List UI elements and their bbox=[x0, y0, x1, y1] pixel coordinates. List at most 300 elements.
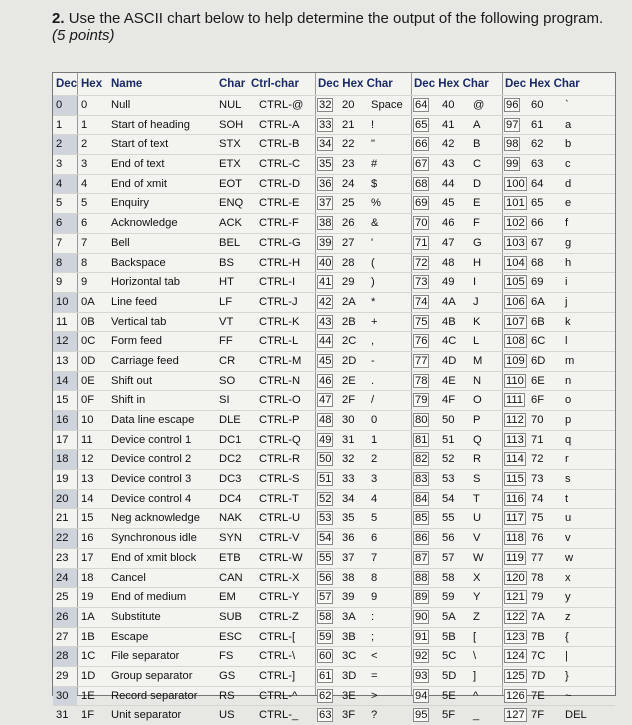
table-row bbox=[53, 587, 615, 607]
hex3-cell: 44 bbox=[442, 177, 455, 190]
char-cell: BEL bbox=[219, 236, 241, 249]
dec4-cell: 104 bbox=[506, 256, 525, 269]
hex3-cell: 4E bbox=[442, 374, 456, 387]
dec2-cell: 56 bbox=[319, 571, 332, 584]
ctrl-cell: CTRL-R bbox=[259, 453, 301, 466]
dec-cell: 2 bbox=[56, 138, 63, 151]
hex-cell: 12 bbox=[81, 453, 94, 466]
hex-cell: 16 bbox=[81, 532, 94, 545]
char3-cell: N bbox=[473, 374, 482, 387]
hex2-cell: 37 bbox=[342, 551, 355, 564]
hex4-cell: 69 bbox=[531, 276, 544, 289]
char2-cell: & bbox=[371, 217, 379, 230]
table-row bbox=[53, 430, 615, 450]
dec-cell: 3 bbox=[56, 158, 63, 171]
ctrl-cell: CTRL-I bbox=[259, 276, 296, 289]
hex-cell: 1B bbox=[81, 630, 95, 643]
dec-cell: 1 bbox=[56, 118, 63, 131]
table-row bbox=[53, 253, 615, 273]
hex-cell: 0A bbox=[81, 295, 95, 308]
char2-cell: - bbox=[371, 354, 375, 367]
dec4-cell: 116 bbox=[506, 492, 524, 505]
char-cell: EOT bbox=[219, 177, 242, 190]
dec2-cell: 60 bbox=[319, 650, 332, 663]
char-cell: DC4 bbox=[219, 492, 242, 505]
char-cell: STX bbox=[219, 138, 241, 151]
dec4-cell: 115 bbox=[506, 473, 524, 486]
hex3-cell: 41 bbox=[442, 118, 455, 131]
name-cell: Bell bbox=[111, 236, 130, 249]
name-cell: Null bbox=[111, 99, 131, 111]
hex3-cell: 42 bbox=[442, 138, 455, 151]
dec2-cell: 51 bbox=[319, 473, 332, 486]
dec4-cell: 96 bbox=[506, 99, 519, 111]
char-cell: ESC bbox=[219, 630, 243, 643]
char3-cell: @ bbox=[473, 99, 485, 111]
hex4-cell: 62 bbox=[531, 138, 544, 151]
table-row bbox=[53, 312, 615, 332]
ctrl-cell: CTRL-X bbox=[259, 571, 300, 584]
char2-cell: 6 bbox=[371, 532, 378, 545]
table-row bbox=[53, 508, 615, 528]
dec-cell: 23 bbox=[56, 551, 69, 564]
char3-cell: M bbox=[473, 354, 483, 367]
char4-cell: b bbox=[565, 138, 572, 151]
hex4-cell: 71 bbox=[531, 433, 544, 446]
ctrl-cell: CTRL-A bbox=[259, 118, 300, 131]
hex-cell: 18 bbox=[81, 571, 94, 584]
char2-cell: 5 bbox=[371, 512, 378, 525]
hex-cell: 6 bbox=[81, 217, 88, 230]
dec-cell: 4 bbox=[56, 177, 63, 190]
hex4-cell: 66 bbox=[531, 217, 544, 230]
hex-cell: 5 bbox=[81, 197, 88, 210]
dec2-cell: 34 bbox=[319, 138, 332, 151]
name-cell: Carriage feed bbox=[111, 354, 179, 367]
char4-cell: DEL bbox=[565, 709, 587, 722]
ctrl-cell: CTRL-@ bbox=[259, 99, 304, 111]
char4-cell: q bbox=[565, 433, 572, 446]
ctrl-cell: CTRL-E bbox=[259, 197, 300, 210]
char-cell: SOH bbox=[219, 118, 244, 131]
hex-cell: 15 bbox=[81, 512, 94, 525]
hex2-cell: 20 bbox=[342, 99, 355, 111]
char2-cell: ; bbox=[371, 630, 375, 643]
dec4-cell: 126 bbox=[506, 689, 525, 702]
hex-cell: 0D bbox=[81, 354, 96, 367]
dec-cell: 28 bbox=[56, 650, 69, 663]
hex-cell: 1F bbox=[81, 709, 95, 722]
table-row bbox=[53, 154, 615, 174]
name-cell: File separator bbox=[111, 650, 180, 663]
ctrl-cell: CTRL-U bbox=[259, 512, 301, 525]
dec-cell: 30 bbox=[56, 689, 69, 702]
hex2-cell: 2E bbox=[342, 374, 356, 387]
ctrl-cell: CTRL-J bbox=[259, 295, 298, 308]
char4-cell: l bbox=[565, 335, 568, 348]
char2-cell: ( bbox=[371, 256, 375, 269]
char3-cell: S bbox=[473, 473, 481, 486]
char-cell: CR bbox=[219, 354, 236, 367]
dec3-cell: 81 bbox=[415, 433, 428, 446]
table-row bbox=[53, 410, 615, 430]
char2-cell: : bbox=[371, 610, 375, 623]
char4-cell: y bbox=[565, 591, 571, 604]
hex2-cell: 28 bbox=[342, 256, 355, 269]
dec4-cell: 120 bbox=[506, 571, 525, 584]
dec4-cell: 100 bbox=[506, 177, 525, 190]
char3-cell: F bbox=[473, 217, 480, 230]
char3-cell: G bbox=[473, 236, 482, 249]
name-cell: Shift out bbox=[111, 374, 153, 387]
char2-cell: 9 bbox=[371, 591, 378, 604]
name-cell: End of xmit block bbox=[111, 551, 197, 564]
char4-cell: f bbox=[565, 217, 569, 230]
hex2-cell: 3F bbox=[342, 709, 356, 722]
dec3-cell: 72 bbox=[415, 256, 428, 269]
dec3-cell: 86 bbox=[415, 532, 428, 545]
hex2-cell: 2C bbox=[342, 335, 357, 348]
header-group-3: Dec Hex Char bbox=[414, 78, 489, 90]
char2-cell: # bbox=[371, 158, 378, 171]
hex4-cell: 63 bbox=[531, 158, 544, 171]
dec2-cell: 33 bbox=[319, 118, 332, 131]
dec3-cell: 93 bbox=[415, 669, 428, 682]
dec3-cell: 79 bbox=[415, 394, 428, 407]
ctrl-cell: CTRL-\ bbox=[259, 650, 296, 663]
char4-cell: z bbox=[565, 610, 571, 623]
table-row bbox=[53, 646, 615, 666]
char3-cell: Z bbox=[473, 610, 480, 623]
chart-rows bbox=[53, 95, 615, 725]
dec-cell: 26 bbox=[56, 610, 69, 623]
hex2-cell: 32 bbox=[342, 453, 355, 466]
char2-cell: ! bbox=[371, 118, 375, 131]
hex3-cell: 5D bbox=[442, 669, 457, 682]
char3-cell: C bbox=[473, 158, 482, 171]
dec4-cell: 97 bbox=[506, 118, 519, 131]
char4-cell: d bbox=[565, 177, 572, 190]
table-row bbox=[53, 469, 615, 489]
hex-cell: 14 bbox=[81, 492, 94, 505]
char-cell: NUL bbox=[219, 99, 242, 111]
ctrl-cell: CTRL-S bbox=[259, 473, 300, 486]
dec2-cell: 45 bbox=[319, 354, 332, 367]
dec4-cell: 118 bbox=[506, 532, 524, 545]
dec2-cell: 58 bbox=[319, 610, 332, 623]
hex3-cell: 48 bbox=[442, 256, 455, 269]
hex2-cell: 2A bbox=[342, 295, 356, 308]
table-row bbox=[53, 213, 615, 233]
dec-cell: 20 bbox=[56, 492, 69, 505]
hex3-cell: 51 bbox=[442, 433, 455, 446]
char2-cell: * bbox=[371, 295, 376, 308]
char-cell: RS bbox=[219, 689, 235, 702]
char3-cell: Y bbox=[473, 591, 481, 604]
dec-cell: 27 bbox=[56, 630, 69, 643]
char2-cell: = bbox=[371, 669, 378, 682]
char2-cell: ) bbox=[371, 276, 375, 289]
hex4-cell: 70 bbox=[531, 414, 544, 426]
chart-header bbox=[53, 73, 615, 95]
question-text bbox=[52, 10, 612, 44]
char4-cell: r bbox=[565, 453, 569, 466]
table-row bbox=[53, 627, 615, 647]
hex2-cell: 26 bbox=[342, 217, 355, 230]
char-cell: GS bbox=[219, 669, 236, 682]
dec3-cell: 89 bbox=[415, 591, 428, 604]
hex2-cell: 3D bbox=[342, 669, 357, 682]
hex3-cell: 5E bbox=[442, 689, 456, 702]
dec2-cell: 54 bbox=[319, 532, 332, 545]
char-cell: DC3 bbox=[219, 473, 242, 486]
char3-cell: X bbox=[473, 571, 481, 584]
hex3-cell: 54 bbox=[442, 492, 455, 505]
dec2-cell: 57 bbox=[319, 591, 332, 604]
ctrl-cell: CTRL-P bbox=[259, 414, 300, 426]
header-name: Name bbox=[111, 78, 143, 90]
dec3-cell: 75 bbox=[415, 315, 428, 328]
dec4-cell: 108 bbox=[506, 335, 525, 348]
table-row bbox=[53, 390, 615, 410]
char-cell: ETB bbox=[219, 551, 241, 564]
dec-cell: 13 bbox=[56, 354, 69, 367]
hex2-cell: 3A bbox=[342, 610, 356, 623]
hex-cell: 19 bbox=[81, 591, 94, 604]
table-row bbox=[53, 371, 615, 391]
char-cell: DLE bbox=[219, 414, 241, 426]
hex2-cell: 34 bbox=[342, 492, 355, 505]
dec3-cell: 92 bbox=[415, 650, 428, 663]
char2-cell: " bbox=[371, 138, 375, 151]
dec2-cell: 61 bbox=[319, 669, 332, 682]
dec4-cell: 105 bbox=[506, 276, 525, 289]
name-cell: Backspace bbox=[111, 256, 166, 269]
name-cell: Device control 4 bbox=[111, 492, 192, 505]
char2-cell: . bbox=[371, 374, 375, 387]
char2-cell: 3 bbox=[371, 473, 378, 486]
ctrl-cell: CTRL-[ bbox=[259, 630, 296, 643]
hex-cell: 9 bbox=[81, 276, 88, 289]
dec-cell: 24 bbox=[56, 571, 69, 584]
char3-cell: I bbox=[473, 276, 477, 289]
char3-cell: A bbox=[473, 118, 481, 131]
dec-cell: 21 bbox=[56, 512, 69, 525]
name-cell: Acknowledge bbox=[111, 217, 178, 230]
hex2-cell: 33 bbox=[342, 473, 355, 486]
table-row bbox=[53, 331, 615, 351]
table-row bbox=[53, 666, 615, 686]
dec3-cell: 67 bbox=[415, 158, 428, 171]
char4-cell: n bbox=[565, 374, 572, 387]
hex4-cell: 7A bbox=[531, 610, 545, 623]
ctrl-cell: CTRL-L bbox=[259, 335, 299, 348]
hex2-cell: 29 bbox=[342, 276, 355, 289]
hex-cell: 11 bbox=[81, 433, 93, 446]
table-row bbox=[53, 351, 615, 371]
hex-cell: 7 bbox=[81, 236, 88, 249]
dec3-cell: 68 bbox=[415, 177, 428, 190]
hex4-cell: 75 bbox=[531, 512, 544, 525]
char2-cell: Space bbox=[371, 99, 403, 111]
ctrl-cell: CTRL-F bbox=[259, 217, 299, 230]
name-cell: Enquiry bbox=[111, 197, 149, 210]
char3-cell: J bbox=[473, 295, 479, 308]
hex2-cell: 36 bbox=[342, 532, 355, 545]
char-cell: HT bbox=[219, 276, 234, 289]
dec4-cell: 124 bbox=[506, 650, 525, 663]
char4-cell: p bbox=[565, 414, 572, 426]
hex2-cell: 21 bbox=[342, 118, 355, 131]
hex4-cell: 76 bbox=[531, 532, 544, 545]
char4-cell: x bbox=[565, 571, 571, 584]
hex4-cell: 73 bbox=[531, 473, 544, 486]
hex3-cell: 4B bbox=[442, 315, 456, 328]
char3-cell: D bbox=[473, 177, 482, 190]
hex2-cell: 39 bbox=[342, 591, 355, 604]
hex3-cell: 40 bbox=[442, 99, 455, 111]
dec-cell: 9 bbox=[56, 276, 63, 289]
ctrl-cell: CTRL-O bbox=[259, 394, 301, 407]
dec3-cell: 70 bbox=[415, 217, 428, 230]
table-row bbox=[53, 449, 615, 469]
char4-cell: g bbox=[565, 236, 572, 249]
name-cell: Device control 3 bbox=[111, 473, 192, 486]
header-hex: Hex bbox=[81, 78, 103, 90]
hex2-cell: 3E bbox=[342, 689, 356, 702]
hex4-cell: 7C bbox=[531, 650, 546, 663]
dec2-cell: 43 bbox=[319, 315, 332, 328]
hex2-cell: 35 bbox=[342, 512, 355, 525]
hex2-cell: 2B bbox=[342, 315, 356, 328]
hex-cell: 17 bbox=[81, 551, 94, 564]
hex3-cell: 47 bbox=[442, 236, 455, 249]
dec3-cell: 73 bbox=[415, 276, 428, 289]
hex2-cell: 22 bbox=[342, 138, 355, 151]
name-cell: Data line escape bbox=[111, 414, 195, 426]
hex2-cell: 25 bbox=[342, 197, 355, 210]
ctrl-cell: CTRL-B bbox=[259, 138, 300, 151]
hex3-cell: 5C bbox=[442, 650, 457, 663]
char3-cell: ^ bbox=[473, 689, 479, 702]
hex-cell: 0F bbox=[81, 394, 95, 407]
hex3-cell: 4C bbox=[442, 335, 457, 348]
dec-cell: 8 bbox=[56, 256, 63, 269]
char-cell: EM bbox=[219, 591, 236, 604]
char3-cell: [ bbox=[473, 630, 477, 643]
ctrl-cell: CTRL-T bbox=[259, 492, 299, 505]
dec2-cell: 32 bbox=[319, 99, 332, 111]
char4-cell: w bbox=[565, 551, 574, 564]
hex-cell: 4 bbox=[81, 177, 88, 190]
dec3-cell: 87 bbox=[415, 551, 428, 564]
dec-cell: 11 bbox=[56, 315, 68, 328]
header-ctrl: Ctrl-char bbox=[251, 78, 299, 90]
table-row bbox=[53, 174, 615, 194]
dec4-cell: 119 bbox=[506, 551, 524, 564]
char2-cell: 4 bbox=[371, 492, 378, 505]
hex2-cell: 2F bbox=[342, 394, 356, 407]
hex4-cell: 78 bbox=[531, 571, 544, 584]
hex2-cell: 27 bbox=[342, 236, 355, 249]
name-cell: Vertical tab bbox=[111, 315, 167, 328]
dec2-cell: 37 bbox=[319, 197, 332, 210]
dec2-cell: 38 bbox=[319, 217, 332, 230]
char3-cell: E bbox=[473, 197, 481, 210]
dec4-cell: 121 bbox=[506, 591, 525, 604]
ctrl-cell: CTRL-V bbox=[259, 532, 300, 545]
dec3-cell: 84 bbox=[415, 492, 428, 505]
char-cell: ETX bbox=[219, 158, 241, 171]
name-cell: Record separator bbox=[111, 689, 198, 702]
ctrl-cell: CTRL-K bbox=[259, 315, 300, 328]
char3-cell: B bbox=[473, 138, 481, 151]
hex-cell: 3 bbox=[81, 158, 88, 171]
table-row bbox=[53, 233, 615, 253]
dec-cell: 25 bbox=[56, 591, 69, 604]
hex4-cell: 6F bbox=[531, 394, 545, 407]
dec4-cell: 110 bbox=[506, 374, 524, 387]
ascii-chart bbox=[52, 72, 616, 722]
char4-cell: t bbox=[565, 492, 569, 505]
char4-cell: ` bbox=[565, 99, 569, 111]
ctrl-cell: CTRL-W bbox=[259, 551, 303, 564]
char-cell: FS bbox=[219, 650, 234, 663]
hex3-cell: 59 bbox=[442, 591, 455, 604]
dec4-cell: 106 bbox=[506, 295, 525, 308]
dec2-cell: 48 bbox=[319, 414, 332, 426]
hex-cell: 2 bbox=[81, 138, 88, 151]
dec4-cell: 109 bbox=[506, 354, 525, 367]
hex2-cell: 38 bbox=[342, 571, 355, 584]
dec3-cell: 78 bbox=[415, 374, 428, 387]
char4-cell: u bbox=[565, 512, 572, 525]
hex3-cell: 52 bbox=[442, 453, 455, 466]
char4-cell: a bbox=[565, 118, 572, 131]
table-row bbox=[53, 134, 615, 154]
name-cell: End of medium bbox=[111, 591, 187, 604]
dec3-cell: 83 bbox=[415, 473, 428, 486]
char2-cell: 7 bbox=[371, 551, 378, 564]
hex4-cell: 68 bbox=[531, 256, 544, 269]
dec-cell: 7 bbox=[56, 236, 63, 249]
char-cell: US bbox=[219, 709, 235, 722]
table-row bbox=[53, 193, 615, 213]
dec3-cell: 88 bbox=[415, 571, 428, 584]
dec2-cell: 62 bbox=[319, 689, 332, 702]
dec2-cell: 59 bbox=[319, 630, 332, 643]
hex-cell: 1D bbox=[81, 669, 96, 682]
table-row bbox=[53, 272, 615, 292]
name-cell: Start of heading bbox=[111, 118, 190, 131]
dec2-cell: 39 bbox=[319, 236, 332, 249]
hex4-cell: 61 bbox=[531, 118, 544, 131]
char2-cell: / bbox=[371, 394, 375, 407]
dec-cell: 10 bbox=[56, 295, 69, 308]
hex3-cell: 5F bbox=[442, 709, 456, 722]
name-cell: End of text bbox=[111, 158, 165, 171]
name-cell: End of xmit bbox=[111, 177, 167, 190]
hex4-cell: 77 bbox=[531, 551, 544, 564]
dec-cell: 6 bbox=[56, 217, 63, 230]
dec4-cell: 99 bbox=[506, 158, 519, 171]
hex3-cell: 49 bbox=[442, 276, 455, 289]
header-group-2: Dec Hex Char bbox=[318, 78, 393, 90]
dec4-cell: 113 bbox=[506, 433, 524, 446]
table-row bbox=[53, 528, 615, 548]
hex4-cell: 6D bbox=[531, 354, 546, 367]
header-char: Char bbox=[219, 78, 246, 90]
